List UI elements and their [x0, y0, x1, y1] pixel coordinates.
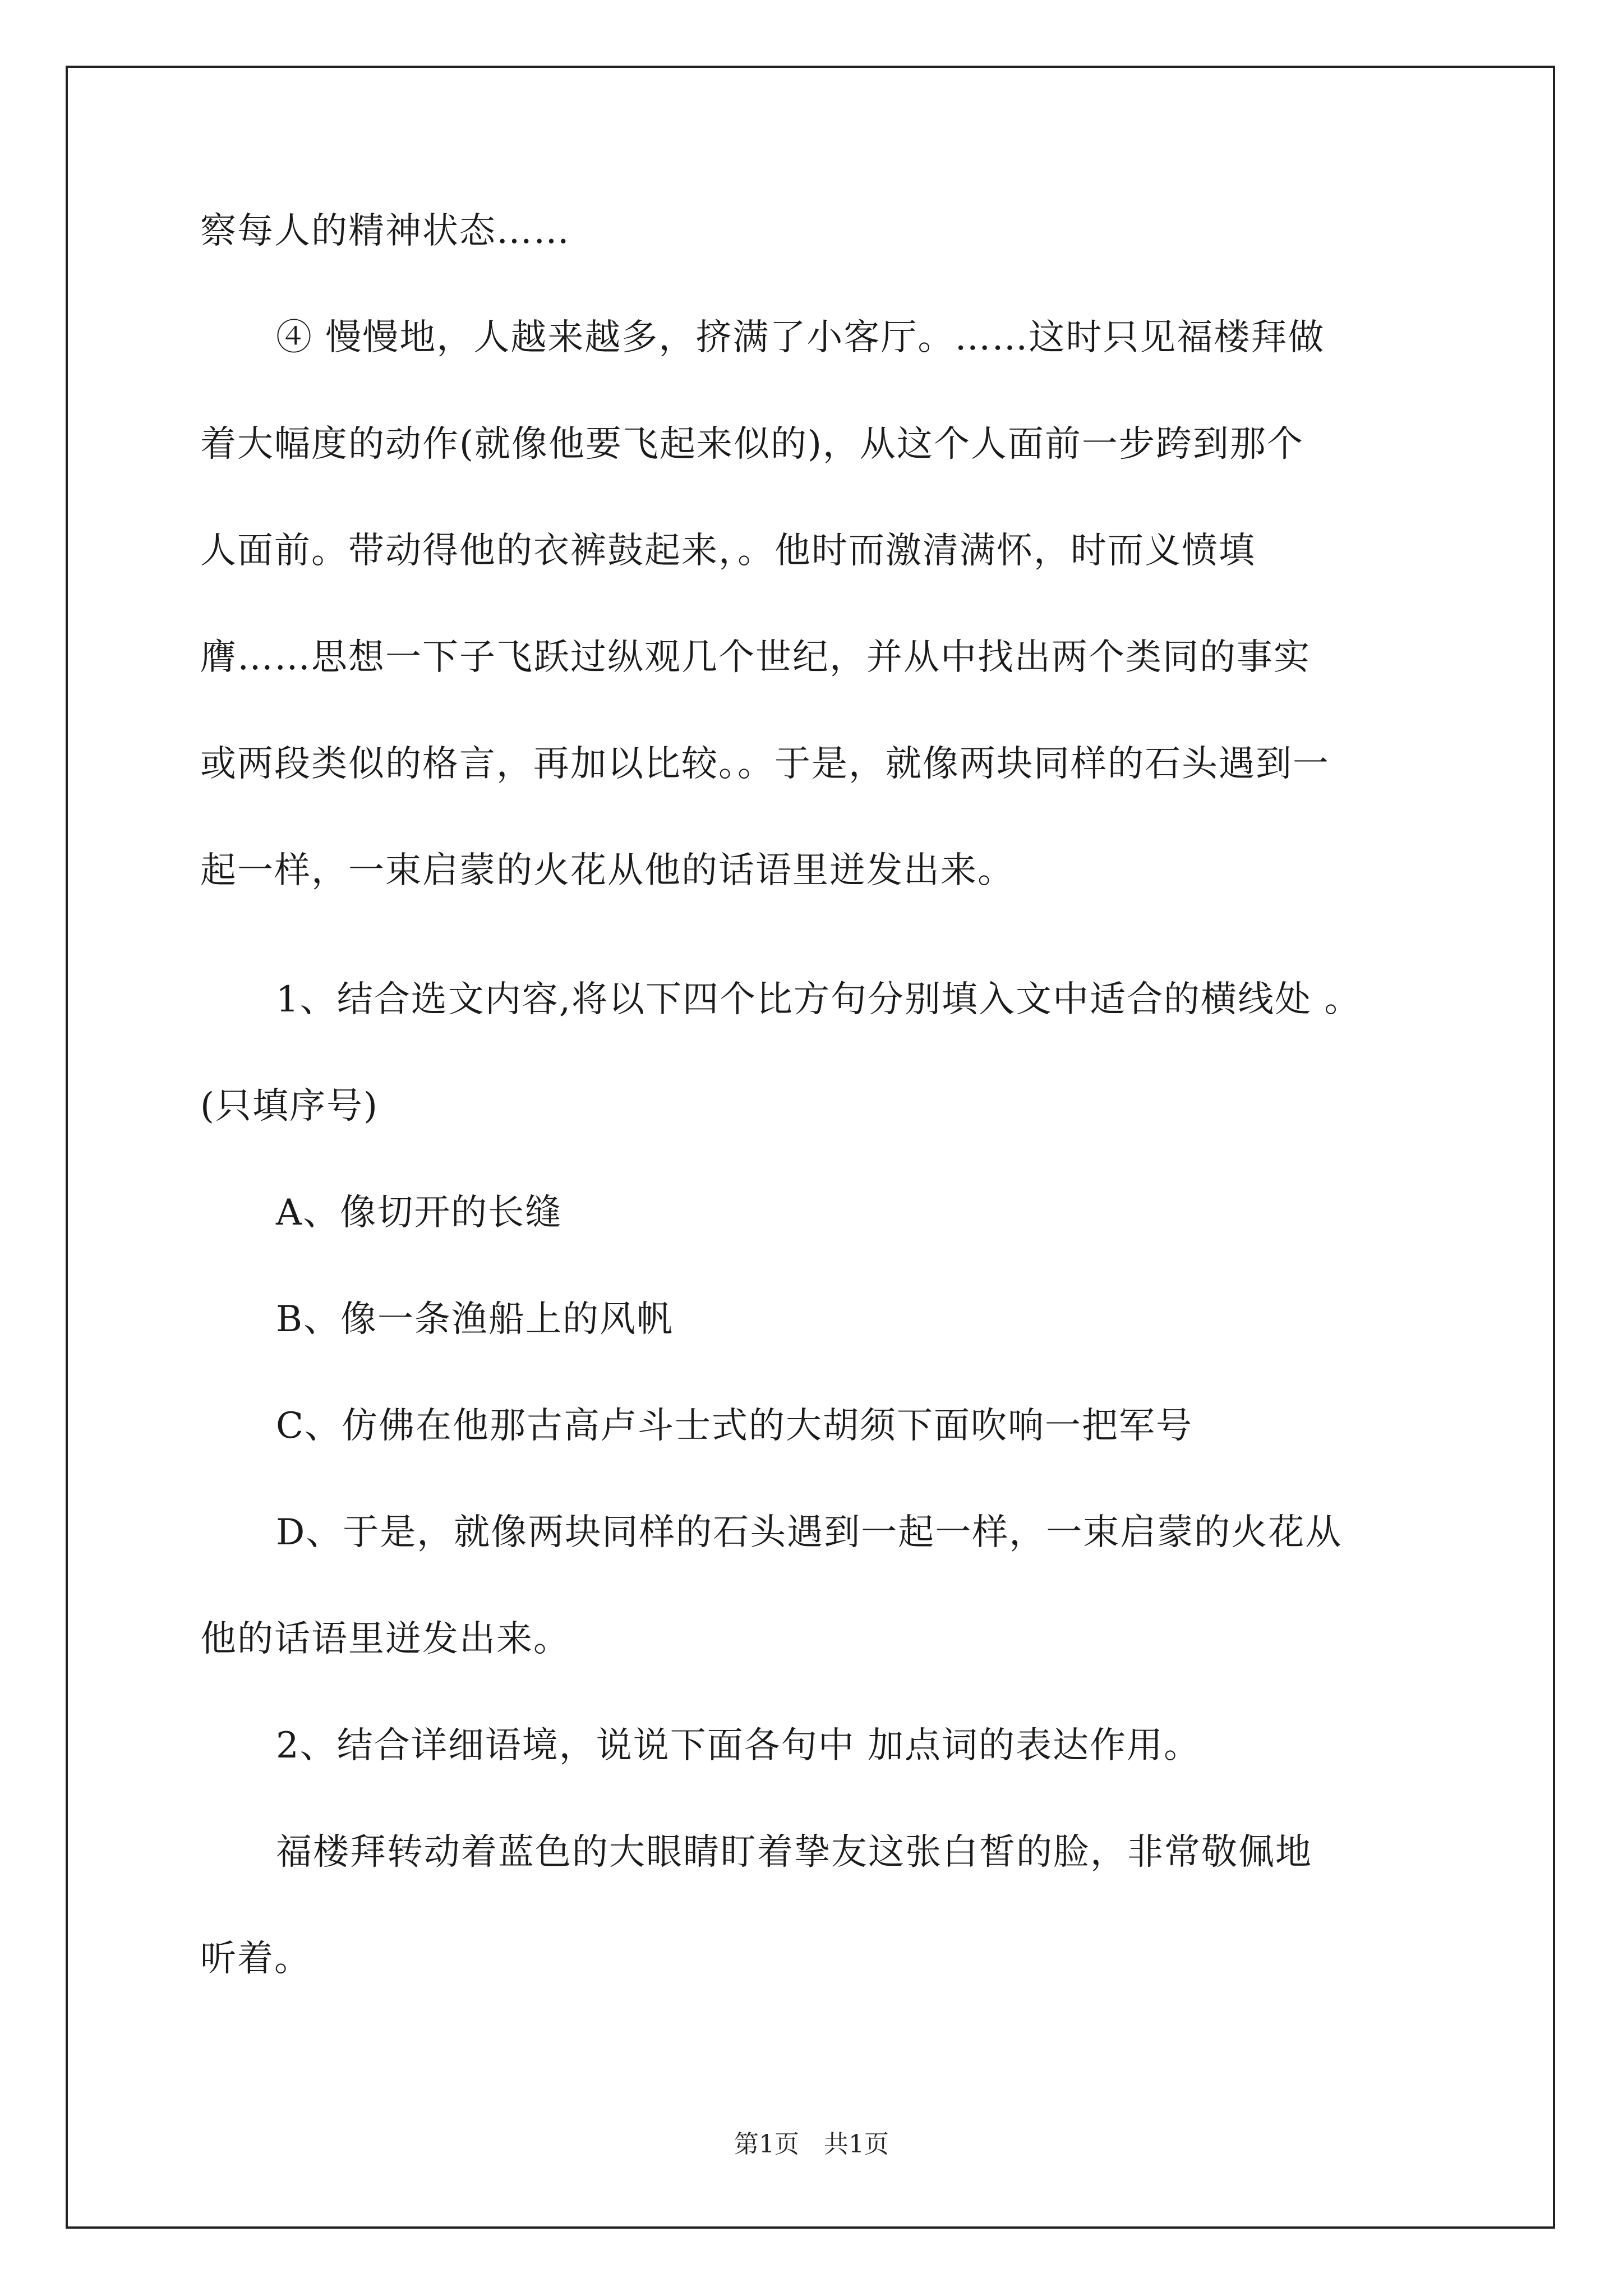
- text-line-5: 膺……思想一下子飞跃过纵观几个世纪，并从中找出两个类同的事实: [200, 637, 1311, 678]
- option-b: B、像一条渔船上的风帆: [276, 1299, 674, 1340]
- option-a: A、像切开的长缝: [276, 1192, 562, 1234]
- page-number-footer: 第1页 共1页: [734, 2130, 889, 2159]
- option-c: C、仿佛在他那古高卢斗士式的大胡须下面吹响一把军号: [276, 1405, 1193, 1447]
- text-line-1: 察每人的精神状态……: [200, 210, 570, 252]
- text-line-4: 人面前。带动得他的衣裤鼓起来，。他时而激清满怀，时而义愤填: [200, 530, 1256, 572]
- text-line-3: 着大幅度的动作(就像他要飞起来似的)，从这个人面前一步跨到那个: [200, 424, 1304, 465]
- quote-line-1: 福楼拜转动着蓝色的大眼睛盯着挚友这张白皙的脸，非常敬佩地: [276, 1832, 1312, 1873]
- question-2: 2、结合详细语境，说说下面各句中 加点词的表达作用。: [276, 1725, 1201, 1766]
- page-border: [66, 66, 1555, 2229]
- option-d-line-1: D、于是，就像两块同样的石头遇到一起一样，一束启蒙的火花从: [276, 1512, 1343, 1553]
- text-line-6: 或两段类似的格言，再加以比较。。于是，就像两块同样的石头遇到一: [200, 743, 1330, 785]
- question-1-line-2: (只填序号): [200, 1085, 379, 1127]
- text-line-7: 起一样，一束启蒙的火花从他的话语里迸发出来。: [200, 850, 1015, 891]
- quote-line-2: 听着。: [200, 1938, 311, 1980]
- question-1-line-1: 1、结合选文内容,将以下四个比方句分别填入文中适合的横线处 。: [276, 979, 1362, 1020]
- text-line-2: ④ 慢慢地，人越来越多，挤满了小客厅。……这时只见福楼拜做: [276, 317, 1325, 358]
- option-d-line-2: 他的话语里迸发出来。: [200, 1618, 570, 1660]
